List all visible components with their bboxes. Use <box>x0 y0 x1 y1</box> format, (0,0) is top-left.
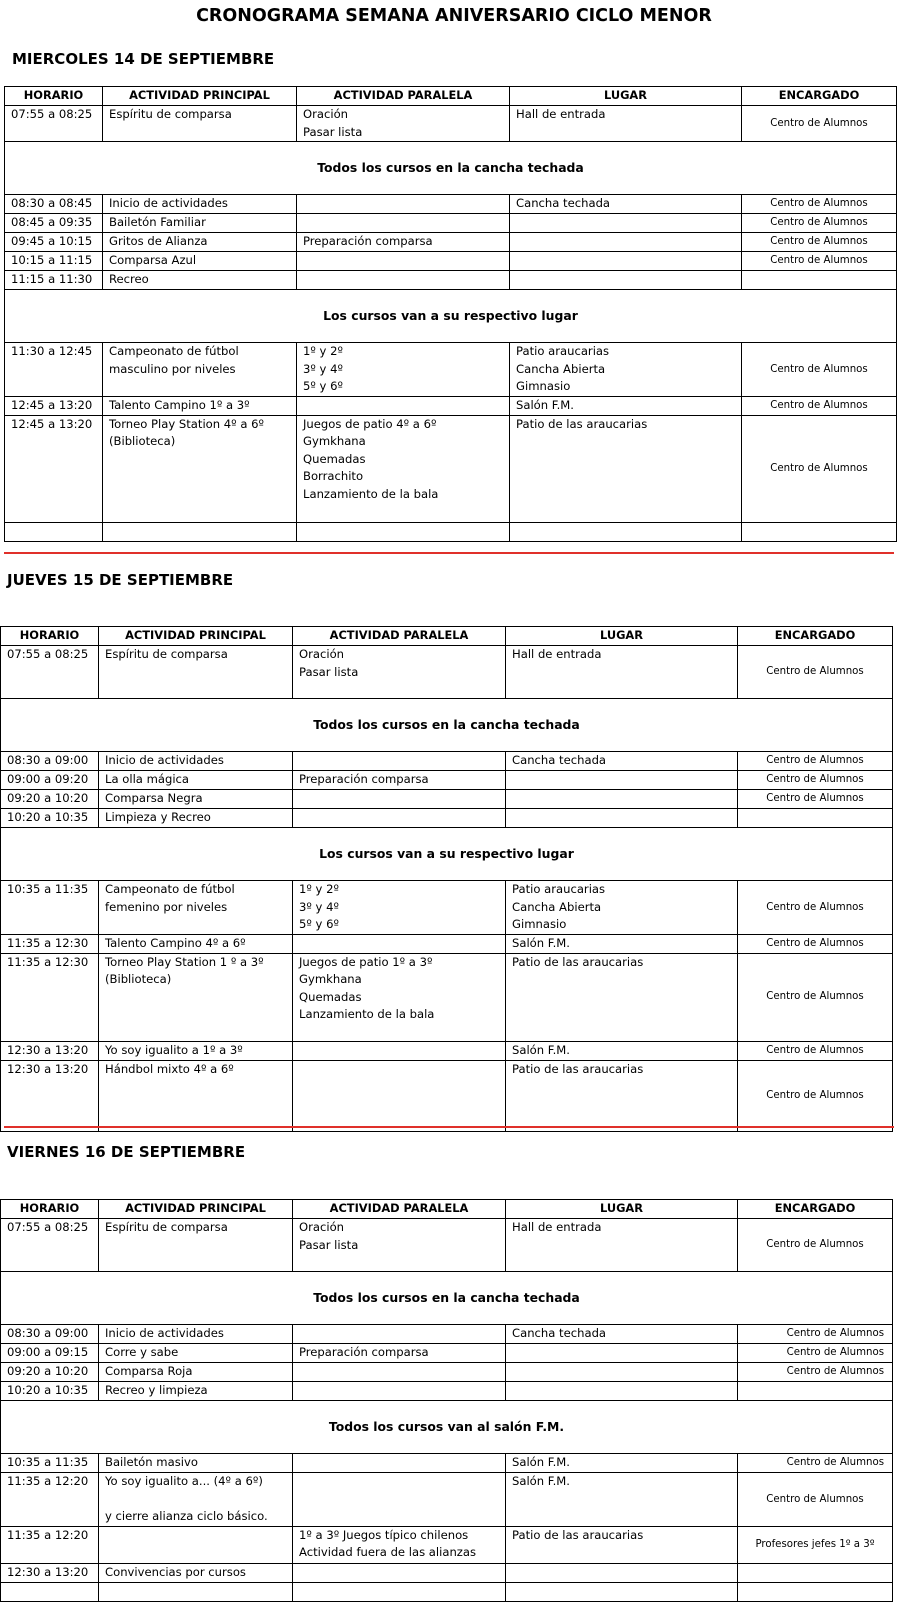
encargado-cell <box>738 1382 893 1401</box>
lugar-line: Gimnasio <box>516 379 571 393</box>
encargado-cell: Centro de Alumnos <box>742 396 897 415</box>
table-header-row <box>1 627 893 646</box>
paralela-line: Pasar lista <box>299 664 359 679</box>
table-row <box>1 809 893 828</box>
encargado-cell: Centro de Alumnos <box>738 790 893 809</box>
encargado-cell <box>738 809 893 828</box>
principal-line: Bailetón masivo <box>105 1455 198 1469</box>
column-header: HORARIO <box>1 1200 99 1219</box>
horario-cell: 11:35 a 12:30 <box>1 934 99 953</box>
encargado-cell: Centro de Alumnos <box>742 106 897 142</box>
lugar-cell <box>506 809 738 828</box>
encargado-cell: Centro de Alumnos <box>742 233 897 252</box>
encargado-cell <box>738 1582 893 1601</box>
encargado-cell: Centro de Alumnos <box>738 1060 893 1131</box>
paralela-line: 3º y 4º <box>303 361 343 376</box>
principal-line: Hándbol mixto 4º a 6º <box>105 1061 234 1076</box>
lugar-cell <box>506 1582 738 1601</box>
principal-cell <box>99 1325 293 1344</box>
horario-cell <box>5 522 103 541</box>
section-divider <box>4 552 894 554</box>
paralela-line: Preparación comparsa <box>299 772 429 786</box>
horario-cell: 09:45 a 10:15 <box>5 233 103 252</box>
paralela-line: Lanzamiento de la bala <box>303 486 439 501</box>
principal-cell <box>99 1041 293 1060</box>
principal-line: masculino por niveles <box>109 361 236 376</box>
table-row <box>5 415 897 522</box>
paralela-cell <box>293 1041 506 1060</box>
horario-cell: 11:35 a 12:20 <box>1 1526 99 1563</box>
principal-cell <box>103 195 297 214</box>
paralela-cell <box>297 415 510 522</box>
lugar-line: Salón F.M. <box>512 1455 570 1469</box>
principal-cell <box>103 343 297 397</box>
column-header: ENCARGADO <box>742 87 897 106</box>
horario-cell: 12:45 a 13:20 <box>5 396 103 415</box>
principal-line: femenino por niveles <box>105 899 228 914</box>
lugar-line: Patio araucarias <box>516 344 610 358</box>
principal-line: (Biblioteca) <box>109 434 176 448</box>
principal-cell <box>99 1454 293 1473</box>
lugar-cell <box>506 881 738 935</box>
paralela-line: Pasar lista <box>303 124 363 139</box>
column-header: ENCARGADO <box>738 627 893 646</box>
paralela-line: Juegos de patio 4º a 6º <box>303 416 437 431</box>
section-banner: Los cursos van a su respectivo lugar <box>1 828 893 881</box>
table-row <box>1 953 893 1041</box>
principal-line: Comparsa Azul <box>109 253 197 267</box>
paralela-cell <box>293 1363 506 1382</box>
lugar-line: Cancha Abierta <box>516 361 606 376</box>
lugar-line: Cancha techada <box>516 196 611 210</box>
table-row <box>5 233 897 252</box>
encargado-cell: Centro de Alumnos <box>738 771 893 790</box>
section-banner: Los cursos van a su respectivo lugar <box>5 290 897 343</box>
paralela-cell <box>297 195 510 214</box>
paralela-cell <box>293 881 506 935</box>
principal-line: Recreo <box>109 272 149 286</box>
principal-line: Inicio de actividades <box>105 1326 224 1340</box>
horario-cell: 12:45 a 13:20 <box>5 415 103 522</box>
paralela-line: Juegos de patio 1º a 3º <box>299 954 433 969</box>
column-header: ACTIVIDAD PARALELA <box>293 1200 506 1219</box>
principal-line: Campeonato de fútbol <box>109 344 239 358</box>
principal-line: Yo soy igualito a... (4º a 6º) <box>105 1474 263 1488</box>
table-row <box>5 195 897 214</box>
horario-cell: 10:35 a 11:35 <box>1 881 99 935</box>
encargado-cell: Profesores jefes 1º a 3º <box>738 1526 893 1563</box>
principal-cell <box>103 214 297 233</box>
paralela-cell <box>293 934 506 953</box>
table-row <box>1 790 893 809</box>
principal-line: Recreo y limpieza <box>105 1383 208 1397</box>
paralela-line: Oración <box>299 647 345 661</box>
encargado-cell <box>742 271 897 290</box>
column-header: ENCARGADO <box>738 1200 893 1219</box>
lugar-line: Patio de las araucarias <box>512 1061 644 1076</box>
paralela-cell <box>297 233 510 252</box>
paralela-line: Quemadas <box>303 451 366 466</box>
horario-cell: 11:35 a 12:30 <box>1 953 99 1041</box>
table-row <box>5 522 897 541</box>
column-header: ACTIVIDAD PRINCIPAL <box>99 1200 293 1219</box>
horario-cell: 07:55 a 08:25 <box>5 106 103 142</box>
paralela-cell <box>297 396 510 415</box>
paralela-cell <box>293 771 506 790</box>
table-row <box>1 1473 893 1527</box>
principal-line: Comparsa Roja <box>105 1364 193 1378</box>
day-heading-friday: VIERNES 16 DE SEPTIEMBRE <box>7 1143 246 1161</box>
principal-cell <box>99 809 293 828</box>
paralela-line: 1º y 2º <box>299 882 339 896</box>
table-row <box>1 771 893 790</box>
lugar-cell <box>510 106 742 142</box>
lugar-cell <box>510 195 742 214</box>
lugar-cell <box>506 1325 738 1344</box>
lugar-cell <box>506 953 738 1041</box>
lugar-line: Cancha Abierta <box>512 899 602 914</box>
principal-line: Espíritu de comparsa <box>109 107 232 121</box>
document-title: CRONOGRAMA SEMANA ANIVERSARIO CICLO MENOR <box>196 6 712 26</box>
horario-cell: 08:30 a 09:00 <box>1 1325 99 1344</box>
table-row <box>5 396 897 415</box>
encargado-cell: Centro de Alumnos <box>742 343 897 397</box>
table-row <box>1 934 893 953</box>
lugar-cell <box>506 771 738 790</box>
section-banner-row <box>1 1272 893 1325</box>
section-banner: Todos los cursos en la cancha techada <box>1 699 893 752</box>
principal-line: Talento Campino 1º a 3º <box>109 397 250 412</box>
encargado-cell: Centro de Alumnos <box>738 881 893 935</box>
encargado-cell: Centro de Alumnos <box>738 1041 893 1060</box>
lugar-line: Cancha techada <box>512 753 607 767</box>
lugar-line: Hall de entrada <box>512 647 602 661</box>
paralela-cell <box>293 1454 506 1473</box>
paralela-cell <box>297 522 510 541</box>
principal-line: Talento Campino 4º a 6º <box>105 935 246 950</box>
paralela-cell <box>293 1382 506 1401</box>
table-row <box>1 1219 893 1272</box>
table-row <box>5 271 897 290</box>
section-banner: Todos los cursos en la cancha techada <box>1 1272 893 1325</box>
paralela-line: Borrachito <box>303 469 364 483</box>
paralela-line: 3º y 4º <box>299 899 339 914</box>
paralela-cell <box>293 1563 506 1582</box>
horario-cell: 11:35 a 12:20 <box>1 1473 99 1527</box>
principal-line: Espíritu de comparsa <box>105 647 228 661</box>
table-row <box>1 1060 893 1131</box>
paralela-line: Actividad fuera de las alianzas <box>299 1545 477 1559</box>
horario-cell: 07:55 a 08:25 <box>1 646 99 699</box>
horario-cell: 07:55 a 08:25 <box>1 1219 99 1272</box>
horario-cell: 10:20 a 10:35 <box>1 809 99 828</box>
paralela-cell <box>297 214 510 233</box>
paralela-line: Gymkhana <box>303 434 366 448</box>
section-divider <box>4 1126 894 1128</box>
paralela-line: Quemadas <box>299 989 362 1004</box>
column-header: LUGAR <box>506 1200 738 1219</box>
schedule-table-wednesday <box>4 86 897 542</box>
lugar-cell <box>510 396 742 415</box>
table-row <box>1 646 893 699</box>
lugar-line: Hall de entrada <box>512 1220 602 1234</box>
principal-line: Convivencias por cursos <box>105 1564 246 1579</box>
principal-cell <box>103 522 297 541</box>
column-header: LUGAR <box>506 627 738 646</box>
column-header: LUGAR <box>510 87 742 106</box>
encargado-cell: Centro de Alumnos <box>738 1454 893 1473</box>
principal-line: Yo soy igualito a 1º a 3º <box>105 1042 243 1057</box>
principal-cell <box>99 934 293 953</box>
table-row <box>1 1041 893 1060</box>
encargado-cell: Centro de Alumnos <box>742 195 897 214</box>
lugar-line: Salón F.M. <box>512 1042 570 1057</box>
paralela-line: Lanzamiento de la bala <box>299 1007 435 1021</box>
paralela-line: Oración <box>303 107 349 121</box>
principal-line: Torneo Play Station 4º a 6º <box>109 416 264 431</box>
lugar-cell <box>506 1363 738 1382</box>
table-row <box>5 252 897 271</box>
table-header-row <box>1 1200 893 1219</box>
paralela-cell <box>293 1582 506 1601</box>
paralela-cell <box>293 809 506 828</box>
principal-line: Campeonato de fútbol <box>105 882 235 896</box>
lugar-cell <box>510 415 742 522</box>
lugar-line: Cancha techada <box>512 1326 607 1340</box>
principal-line: Bailetón Familiar <box>109 215 206 229</box>
column-header: ACTIVIDAD PRINCIPAL <box>103 87 297 106</box>
principal-line: Limpieza y Recreo <box>105 810 211 824</box>
principal-cell <box>99 1363 293 1382</box>
encargado-cell: Centro de Alumnos <box>738 752 893 771</box>
principal-cell <box>103 415 297 522</box>
paralela-cell <box>293 646 506 699</box>
lugar-cell <box>510 343 742 397</box>
principal-cell <box>99 953 293 1041</box>
paralela-cell <box>297 271 510 290</box>
encargado-cell: Centro de Alumnos <box>738 1363 893 1382</box>
principal-line: Corre y sabe <box>105 1345 179 1359</box>
encargado-cell: Centro de Alumnos <box>738 1344 893 1363</box>
encargado-cell: Centro de Alumnos <box>738 1473 893 1527</box>
principal-cell <box>99 1382 293 1401</box>
section-banner-row <box>1 1401 893 1454</box>
horario-cell: 10:20 a 10:35 <box>1 1382 99 1401</box>
lugar-cell <box>506 1563 738 1582</box>
horario-cell: 09:20 a 10:20 <box>1 790 99 809</box>
lugar-cell <box>506 1454 738 1473</box>
horario-cell: 08:45 a 09:35 <box>5 214 103 233</box>
principal-cell <box>103 271 297 290</box>
lugar-line: Salón F.M. <box>512 1474 570 1488</box>
lugar-cell <box>506 790 738 809</box>
principal-cell <box>99 1219 293 1272</box>
principal-cell <box>99 1582 293 1601</box>
column-header: ACTIVIDAD PARALELA <box>297 87 510 106</box>
paralela-cell <box>293 953 506 1041</box>
lugar-cell <box>506 1382 738 1401</box>
paralela-line: 5º y 6º <box>299 917 339 931</box>
section-banner: Todos los cursos van al salón F.M. <box>1 1401 893 1454</box>
day-heading-thursday: JUEVES 15 DE SEPTIEMBRE <box>7 571 234 589</box>
paralela-cell <box>293 752 506 771</box>
table-row <box>1 1325 893 1344</box>
section-banner: Todos los cursos en la cancha techada <box>5 142 897 195</box>
paralela-line: Preparación comparsa <box>299 1345 429 1359</box>
table-row <box>5 214 897 233</box>
principal-line: Inicio de actividades <box>105 753 224 767</box>
principal-cell <box>99 771 293 790</box>
principal-line: Espíritu de comparsa <box>105 1220 228 1234</box>
principal-line: (Biblioteca) <box>105 972 172 986</box>
table-row <box>1 1454 893 1473</box>
lugar-cell <box>506 646 738 699</box>
paralela-line: Preparación comparsa <box>303 234 433 248</box>
principal-cell <box>99 646 293 699</box>
principal-cell <box>103 396 297 415</box>
lugar-cell <box>506 934 738 953</box>
paralela-cell <box>293 790 506 809</box>
principal-cell <box>99 1526 293 1563</box>
encargado-cell: Centro de Alumnos <box>742 214 897 233</box>
principal-line: Comparsa Negra <box>105 791 203 805</box>
horario-cell: 11:15 a 11:30 <box>5 271 103 290</box>
lugar-line: Salón F.M. <box>512 935 570 950</box>
principal-cell <box>99 790 293 809</box>
section-banner-row <box>1 828 893 881</box>
horario-cell: 09:00 a 09:15 <box>1 1344 99 1363</box>
principal-line: Torneo Play Station 1 º a 3º <box>105 954 264 969</box>
paralela-cell <box>297 343 510 397</box>
lugar-cell <box>506 1219 738 1272</box>
principal-cell <box>99 1473 293 1527</box>
principal-line: Gritos de Alianza <box>109 234 208 248</box>
day-heading-wednesday: MIERCOLES 14 DE SEPTIEMBRE <box>12 50 275 68</box>
table-row <box>1 881 893 935</box>
table-row <box>1 1344 893 1363</box>
principal-cell <box>99 881 293 935</box>
horario-cell: 12:30 a 13:20 <box>1 1041 99 1060</box>
lugar-line: Patio de las araucarias <box>516 416 648 431</box>
horario-cell: 12:30 a 13:20 <box>1 1563 99 1582</box>
encargado-cell: Centro de Alumnos <box>742 252 897 271</box>
paralela-cell <box>293 1060 506 1131</box>
paralela-line: 1º a 3º Juegos típico chilenos <box>299 1527 469 1542</box>
lugar-cell <box>510 522 742 541</box>
principal-cell <box>99 1060 293 1131</box>
paralela-line: 5º y 6º <box>303 379 343 393</box>
section-banner-row <box>5 142 897 195</box>
lugar-line: Hall de entrada <box>516 107 606 121</box>
principal-cell <box>99 1344 293 1363</box>
horario-cell <box>1 1582 99 1601</box>
table-row <box>1 1382 893 1401</box>
lugar-cell <box>510 271 742 290</box>
principal-cell <box>103 106 297 142</box>
lugar-cell <box>510 233 742 252</box>
horario-cell: 09:00 a 09:20 <box>1 771 99 790</box>
lugar-cell <box>506 1041 738 1060</box>
principal-line: Inicio de actividades <box>109 196 228 210</box>
encargado-cell: Centro de Alumnos <box>738 646 893 699</box>
paralela-line: Oración <box>299 1220 345 1234</box>
paralela-line: 1º y 2º <box>303 344 343 358</box>
lugar-line: Salón F.M. <box>516 397 574 412</box>
table-row <box>1 1582 893 1601</box>
lugar-cell <box>506 1526 738 1563</box>
encargado-cell <box>738 1563 893 1582</box>
table-row <box>1 1526 893 1563</box>
paralela-cell <box>293 1473 506 1527</box>
paralela-cell <box>297 252 510 271</box>
horario-cell: 08:30 a 09:00 <box>1 752 99 771</box>
table-row <box>1 1563 893 1582</box>
horario-cell: 09:20 a 10:20 <box>1 1363 99 1382</box>
principal-line <box>105 1491 292 1509</box>
horario-cell: 10:15 a 11:15 <box>5 252 103 271</box>
paralela-cell <box>293 1219 506 1272</box>
encargado-cell: Centro de Alumnos <box>738 934 893 953</box>
principal-cell <box>99 1563 293 1582</box>
table-row <box>1 1363 893 1382</box>
column-header: HORARIO <box>1 627 99 646</box>
horario-cell: 12:30 a 13:20 <box>1 1060 99 1131</box>
lugar-line: Patio araucarias <box>512 882 606 896</box>
lugar-cell <box>510 252 742 271</box>
principal-line: y cierre alianza ciclo básico. <box>105 1509 268 1523</box>
schedule-table-friday <box>0 1199 893 1602</box>
principal-cell <box>99 752 293 771</box>
lugar-cell <box>506 1473 738 1527</box>
paralela-cell <box>293 1325 506 1344</box>
encargado-cell: Centro de Alumnos <box>738 953 893 1041</box>
lugar-cell <box>506 752 738 771</box>
encargado-cell: Centro de Alumnos <box>742 415 897 522</box>
lugar-line: Patio de las araucarias <box>512 954 644 969</box>
lugar-line: Gimnasio <box>512 917 567 931</box>
schedule-table-thursday <box>0 626 893 1132</box>
encargado-cell <box>742 522 897 541</box>
encargado-cell: Centro de Alumnos <box>738 1219 893 1272</box>
lugar-cell <box>510 214 742 233</box>
paralela-line: Pasar lista <box>299 1237 359 1252</box>
lugar-line: Patio de las araucarias <box>512 1527 644 1542</box>
section-banner-row <box>5 290 897 343</box>
table-row <box>1 752 893 771</box>
horario-cell: 11:30 a 12:45 <box>5 343 103 397</box>
lugar-cell <box>506 1344 738 1363</box>
table-row <box>5 343 897 397</box>
principal-cell <box>103 252 297 271</box>
column-header: HORARIO <box>5 87 103 106</box>
paralela-line: Gymkhana <box>299 972 362 986</box>
paralela-cell <box>293 1526 506 1563</box>
lugar-cell <box>506 1060 738 1131</box>
column-header: ACTIVIDAD PARALELA <box>293 627 506 646</box>
paralela-cell <box>297 106 510 142</box>
principal-line: La olla mágica <box>105 772 190 786</box>
horario-cell: 08:30 a 08:45 <box>5 195 103 214</box>
encargado-cell: Centro de Alumnos <box>738 1325 893 1344</box>
section-banner-row <box>1 699 893 752</box>
principal-cell <box>103 233 297 252</box>
horario-cell: 10:35 a 11:35 <box>1 1454 99 1473</box>
paralela-cell <box>293 1344 506 1363</box>
table-header-row <box>5 87 897 106</box>
column-header: ACTIVIDAD PRINCIPAL <box>99 627 293 646</box>
table-row <box>5 106 897 142</box>
